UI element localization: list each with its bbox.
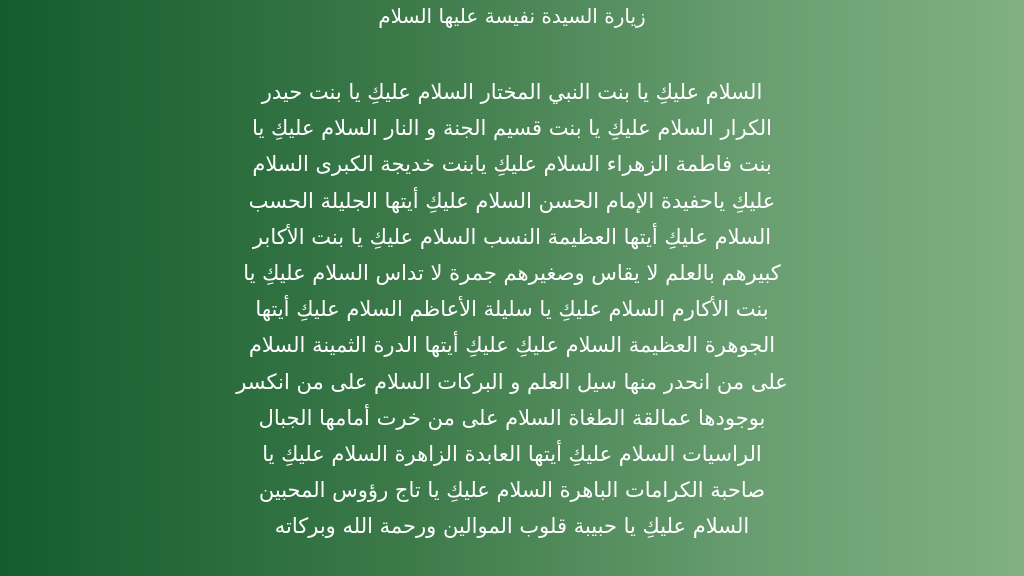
text-line: السلام عليكِ يا بنت النبي المختار السلام عليكِ يا بنت حيدر: [261, 80, 763, 104]
text-line: على من انحدر منها سيل العلم و البركات السلام على من انكسر: [236, 369, 788, 394]
text-line: بنت الأكارم السلام عليكِ يا سليلة الأعاظم السلام عليكِ أيتها: [255, 297, 769, 322]
text-line: كبيرهم بالعلم لا يقاس وصغيرهم جمرة لا تداس السلام عليكِ يا: [243, 261, 781, 286]
text-line: السلام عليكِ أيتها العظيمة النسب السلام عليكِ يا بنت الأكابر: [252, 224, 772, 249]
page-title: زيارة السيدة نفيسة عليها السلام: [378, 4, 646, 28]
ziyarah-text: [180, 74, 844, 545]
text-line: بوجودها عمالقة الطغاة السلام على من خرت أمامها الجبال: [258, 405, 766, 430]
text-line: بنت فاطمة الزهراء السلام عليكِ يابنت خديجة الكبرى السلام: [252, 152, 772, 177]
text-line: السلام عليكِ يا حبيبة قلوب الموالين ورحمة الله وبركاته: [274, 514, 750, 539]
text-line: الكرار السلام عليكِ يا بنت قسيم الجنة و النار السلام عليكِ يا: [252, 116, 772, 141]
text-line: عليكِ ياحفيدة الإمام الحسن السلام عليكِ أيتها الجليلة الحسب: [248, 188, 776, 213]
text-line: صاحبة الكرامات الباهرة السلام عليكِ يا تاج رؤوس المحبين: [258, 478, 766, 503]
text-line: الراسيات السلام عليكِ أيتها العابدة الزاهرة السلام عليكِ يا: [262, 442, 762, 467]
text-line: الجوهرة العظيمة السلام عليكِ عليكِ أيتها الدرة الثمينة السلام: [248, 333, 776, 358]
